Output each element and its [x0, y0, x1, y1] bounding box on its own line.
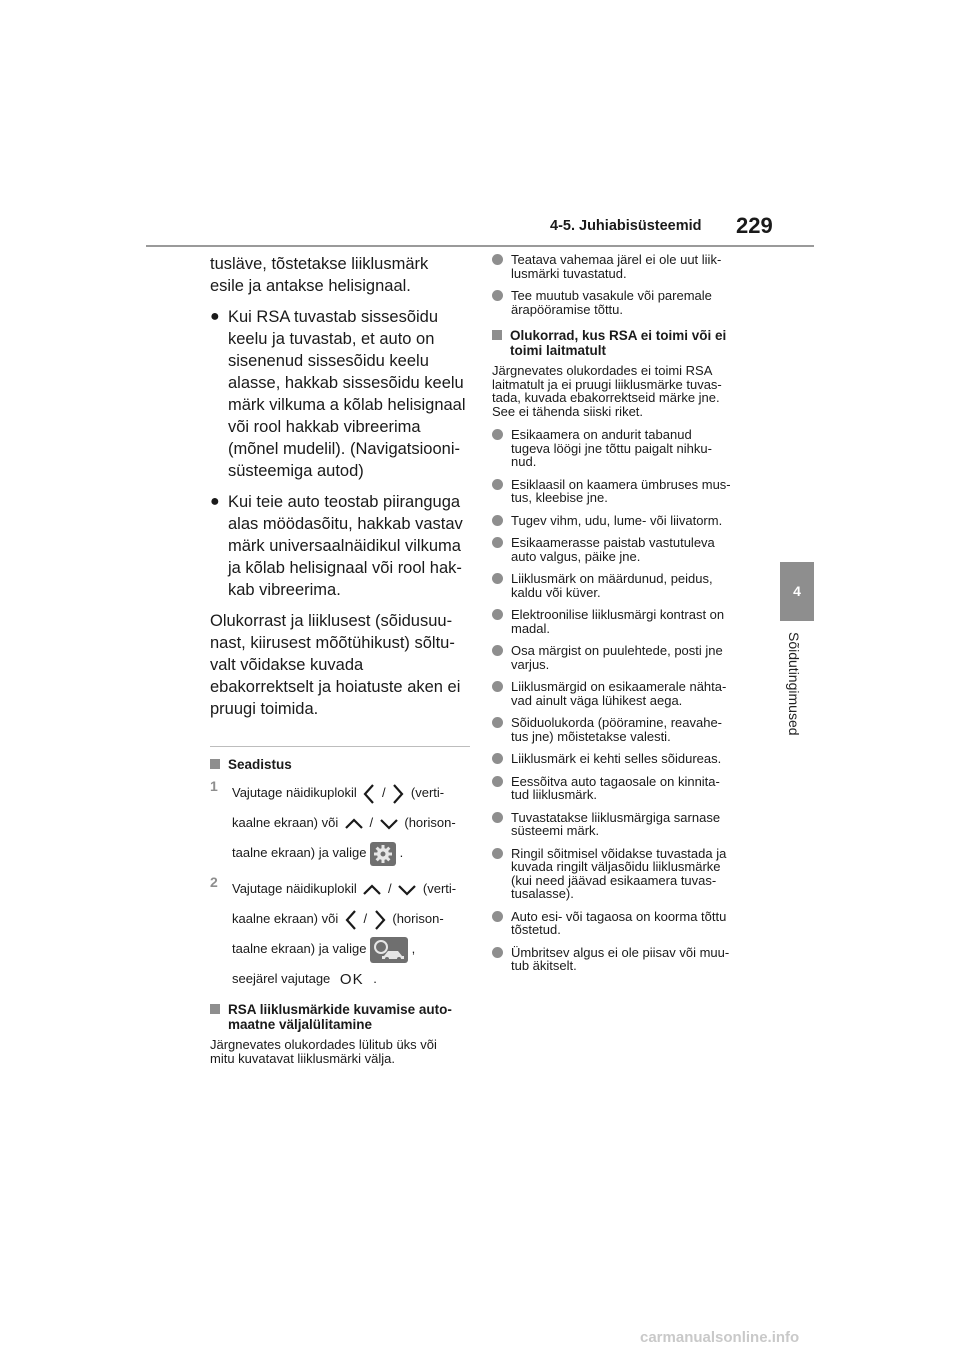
square-bullet-icon — [492, 330, 502, 340]
ok-button-label: OK — [339, 970, 364, 988]
chapter-label-wrap — [786, 632, 806, 772]
bullet-dot-icon — [492, 254, 503, 265]
square-bullet-icon — [210, 1004, 220, 1014]
bullet-no-entry — [210, 306, 470, 482]
text-line: Järgnevates olukordades lülitub üks või — [210, 1037, 437, 1052]
page-number: 229 — [736, 213, 773, 238]
bullet-dot-icon — [492, 290, 503, 301]
chevron-down-icon — [379, 817, 399, 831]
bullet-dot-icon — [492, 947, 503, 958]
settings-heading: Seadistus — [210, 757, 470, 772]
chevron-right-icon — [373, 909, 387, 931]
bullet-dot-icon — [492, 717, 503, 728]
bullet-dot-icon: ● — [210, 308, 220, 325]
bullet-dot-icon — [492, 537, 503, 548]
bullet-dot-icon — [492, 681, 503, 692]
section-divider — [210, 746, 470, 747]
bullet-dot-icon — [492, 429, 503, 440]
text-line: pruugi toimida. — [210, 700, 319, 718]
list-item: Ümbritsev algus ei ole piisav või muu- tub äkitselt. — [492, 946, 754, 973]
step-line: Vajutage näidikuplokil / (verti- — [232, 778, 470, 808]
list-item: Sõiduolukorda (pööramine, reavahe- tus jne) mõistetakse valesti. — [492, 716, 754, 743]
text-line: Järgnevates olukordades ei toimi RSA — [492, 363, 713, 378]
step-line: seejärel vajutage OK . — [232, 964, 470, 994]
chevron-left-icon — [362, 783, 376, 805]
list-item: Esikaamerasse paistab vastutuleva auto valgus, päike jne. — [492, 536, 754, 563]
chevron-down-icon — [397, 883, 417, 897]
header-section-title: 4-5. Juhiabisüsteemid — [550, 218, 702, 234]
chevron-right-icon — [391, 783, 405, 805]
text-line: See ei tähenda siiski riket. — [492, 403, 644, 419]
chevron-left-icon — [344, 909, 358, 931]
chevron-up-icon — [362, 883, 382, 897]
text-line: märk universaalnäidikul vilkuma — [228, 537, 461, 555]
gear-icon — [370, 842, 396, 866]
step-line: kaalne ekraan) või / (horison- — [232, 904, 470, 934]
list-item: Tugev vihm, udu, lume- või liivatorm. — [492, 514, 754, 528]
bullet-dot-icon — [492, 753, 503, 764]
right-column — [492, 253, 754, 982]
bullet-dot-icon: ● — [210, 493, 220, 510]
text-line: tada, kuvada ebakorrektseid märke jne. — [492, 390, 720, 405]
malfunction-heading: Olukorrad, kus RSA ei toimi või ei toimi laitmatult — [492, 328, 754, 358]
chapter-tab: 4 — [780, 562, 814, 621]
bullet-dot-icon — [492, 812, 503, 823]
step-line: taalne ekraan) ja valige . — [232, 838, 470, 868]
auto-off-text — [210, 1038, 470, 1065]
text-line: sisenenud sissesõidu keelu — [228, 352, 429, 370]
header-divider — [146, 245, 814, 247]
text-line: keelu ja tuvastab, et auto on — [228, 330, 435, 348]
step-number: 1 — [210, 778, 218, 794]
text-line: Kui teie auto teostab piiranguga — [228, 493, 461, 511]
bullet-dot-icon — [492, 479, 503, 490]
text-line: laitmatult ja ei pruugi liiklusmärke tuvas- — [492, 376, 722, 392]
text-line: valt võidakse kuvada — [210, 656, 364, 674]
list-item: Teatava vahemaa järel ei ole uut liik- lusmärki tuvastatud. — [492, 253, 754, 280]
left-column — [210, 253, 470, 1065]
list-item: Liiklusmärk on määrdunud, peidus, kaldu või küver. — [492, 572, 754, 599]
text-line: ebakorrektselt ja hoiatuste aken ei — [210, 678, 461, 696]
bullet-dot-icon — [492, 776, 503, 787]
text-line: (mõnel mudelil). (Navigatsiooni- — [228, 440, 460, 458]
continued-text — [210, 253, 470, 297]
text-line: Olukorrast ja liiklusest (sõidusuu- — [210, 612, 453, 630]
text-line: või rool hakkab vibreerima — [228, 418, 421, 436]
chapter-label: Sõidutingimused — [786, 632, 802, 736]
settings-step-1 — [210, 778, 470, 868]
bullet-dot-icon — [492, 573, 503, 584]
list-item: Ringil sõitmisel võidakse tuvastada ja kuvada ringilt väljasõidu liiklusmärke (kui need jäävad esikaamera tuvas- tusalasse). — [492, 847, 754, 901]
text-line: Kui RSA tuvastab sissesõidu — [228, 308, 439, 326]
bullet-dot-icon — [492, 848, 503, 859]
chevron-up-icon — [344, 817, 364, 831]
text-line: kab vibreerima. — [228, 581, 341, 599]
bullet-dot-icon — [492, 645, 503, 656]
auto-off-heading: RSA liiklusmärkide kuvamise auto- maatne väljalülitamine — [210, 1002, 470, 1032]
text-line: märk vilkuma a kõlab helisignaal — [228, 396, 466, 414]
list-item: Osa märgist on puulehtede, posti jne varjus. — [492, 644, 754, 671]
text-line: alasse, hakkab sissesõidu keelu — [228, 374, 464, 392]
car-sign-icon — [370, 937, 408, 963]
list-item: Esiklaasil on kaamera ümbruses mus- tus, kleebise jne. — [492, 478, 754, 505]
text-line: nast, kiirusest mõõtühikust) sõltu- — [210, 634, 455, 652]
text-line: alas möödasõitu, hakkab vastav — [228, 515, 463, 533]
watermark: carmanualsonline.info — [640, 1329, 800, 1346]
bullet-dot-icon — [492, 609, 503, 620]
list-item: Liiklusmärgid on esikaamerale nähta- vad ainult väga lühikest aega. — [492, 680, 754, 707]
list-item: Esikaamera on andurit tabanud tugeva löögi jne tõttu paigalt nihku- nud. — [492, 428, 754, 469]
bullet-dot-icon — [492, 911, 503, 922]
text-line: esile ja antakse helisignaal. — [210, 277, 411, 295]
bullet-dot-icon — [492, 515, 503, 526]
list-item: Eessõitva auto tagaosale on kinnita- tud liiklusmärk. — [492, 775, 754, 802]
list-item: Auto esi- või tagaosa on koorma tõttu tõstetud. — [492, 910, 754, 937]
list-item: Tuvastatakse liiklusmärgiga sarnase süsteemi märk. — [492, 811, 754, 838]
text-line: süsteemiga autod) — [228, 462, 364, 480]
list-item: Tee muutub vasakule või paremale ärapööramise tõttu. — [492, 289, 754, 316]
step-line: Vajutage näidikuplokil / (verti- — [232, 881, 457, 896]
text-line: tusläve, tõstetakse liiklusmärk — [210, 255, 429, 273]
text-line: ja kõlab helisignaal või rool hak- — [228, 559, 462, 577]
list-item: Liiklusmärk ei kehti selles sõidureas. — [492, 752, 754, 766]
list-item: Elektroonilise liiklusmärgi kontrast on madal. — [492, 608, 754, 635]
step-line: kaalne ekraan) või / (horison- — [232, 815, 456, 830]
step-line: taalne ekraan) ja valige , — [232, 934, 470, 964]
text-line: mitu kuvatavat liiklusmärki välja. — [210, 1050, 395, 1066]
bullet-overtaking — [210, 491, 470, 601]
situation-paragraph — [210, 610, 470, 720]
step-number: 2 — [210, 874, 218, 890]
malfunction-intro — [492, 364, 754, 418]
square-bullet-icon — [210, 759, 220, 769]
settings-step-2 — [210, 874, 470, 994]
